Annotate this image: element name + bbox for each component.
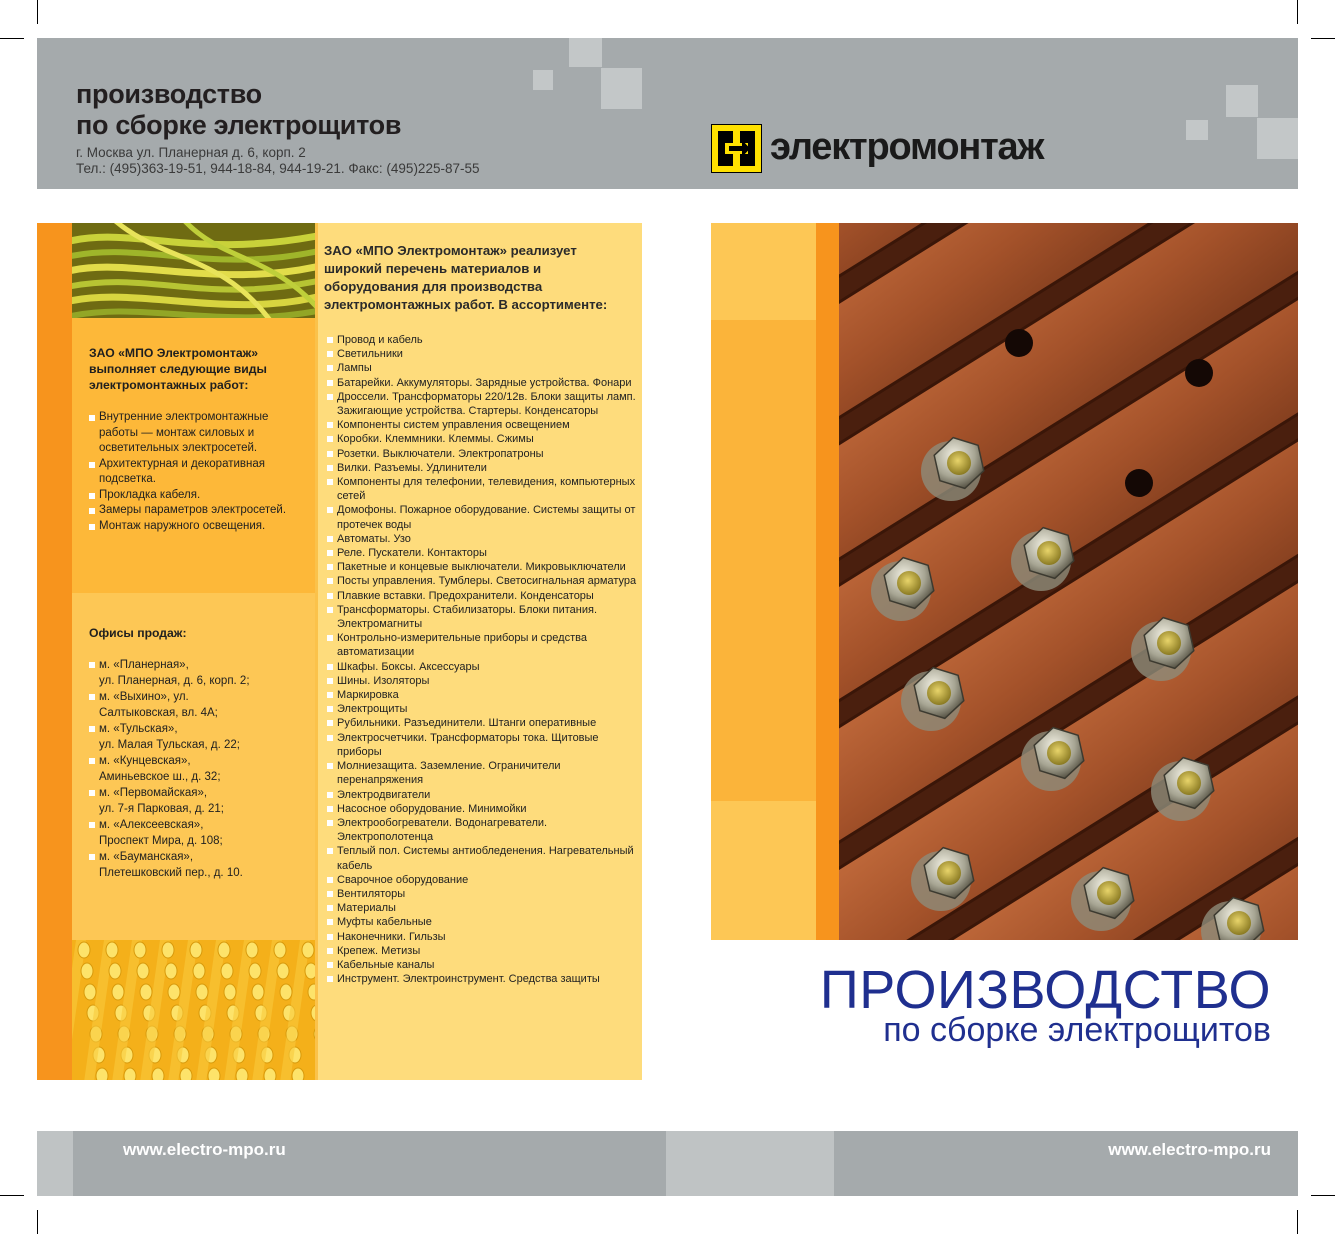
list-item: Крепеж. Метизы	[327, 944, 637, 958]
list-item: Электросчетчики. Трансформаторы тока. Щитовые приборы	[327, 731, 637, 759]
crop-mark	[0, 1195, 24, 1196]
decor-square	[1257, 118, 1298, 159]
cover-stripe	[711, 320, 816, 801]
crop-mark	[1311, 38, 1335, 39]
cover-stripe	[711, 801, 816, 940]
list-item: Вентиляторы	[327, 887, 637, 901]
list-item: Прокладка кабеля.	[89, 488, 309, 504]
list-item: Рубильники. Разъединители. Штанги оперативные	[327, 716, 637, 730]
list-item: Трансформаторы. Стабилизаторы. Блоки питания. Электромагниты	[327, 603, 637, 631]
assortment-list	[327, 333, 637, 986]
office-metro: м. «Первомайская»,	[99, 787, 208, 799]
list-item: Насосное оборудование. Минимойки	[327, 802, 637, 816]
list-item	[89, 785, 309, 817]
phones: Тел.: (495)363-19-51, 944-18-84, 944-19-21. Факс: (495)225-87-55	[76, 161, 480, 176]
list-item: Лампы	[327, 361, 637, 375]
list-item: Розетки. Выключатели. Электропатроны	[327, 447, 637, 461]
list-item: Замеры параметров электросетей.	[89, 503, 309, 519]
decor-square	[569, 38, 602, 67]
office-metro: м. «Тульская»,	[99, 723, 178, 735]
list-item: Электрощиты	[327, 702, 637, 716]
list-item	[89, 849, 309, 881]
list-item: Внутренние электромонтажные работы — монтаж силовых и осветительных электросетей.	[89, 410, 309, 457]
offices-list	[89, 657, 309, 881]
orange-strip	[37, 223, 72, 1080]
list-item: Контрольно-измерительные приборы и средства автоматизации	[327, 631, 637, 659]
crop-mark	[1297, 0, 1298, 24]
list-item: Материалы	[327, 901, 637, 915]
wires-photo	[72, 223, 315, 318]
offices-heading: Офисы продаж:	[89, 626, 187, 640]
brand-name: электромонтаж	[770, 126, 1044, 168]
footer-accent	[37, 1131, 73, 1196]
list-item: Архитектурная и декоративная подсветка.	[89, 457, 309, 488]
services-list	[89, 410, 309, 534]
office-address: ул. Планерная, д. 6, корп. 2;	[99, 675, 250, 687]
list-item: Реле. Пускатели. Контакторы	[327, 546, 637, 560]
list-item: Инструмент. Электроинструмент. Средства защиты	[327, 972, 637, 986]
office-metro: м. «Выхино», ул.	[99, 691, 189, 703]
list-item: Маркировка	[327, 688, 637, 702]
website-link-right[interactable]: www.electro-mpo.ru	[1108, 1140, 1271, 1159]
list-item: Провод и кабель	[327, 333, 637, 347]
decor-square	[1226, 85, 1258, 117]
list-item: Вилки. Разъемы. Удлинители	[327, 461, 637, 475]
list-item: Посты управления. Тумблеры. Светосигнальная арматура	[327, 574, 637, 588]
list-item: Автоматы. Узо	[327, 532, 637, 546]
list-item	[89, 689, 309, 721]
header-contact	[76, 145, 479, 177]
cover-stripe	[816, 223, 839, 940]
decor-square	[601, 68, 642, 109]
office-metro: м. «Планерная»,	[99, 659, 189, 671]
header-title-line1: производство	[76, 79, 262, 109]
crop-mark	[37, 1210, 38, 1234]
office-address: Плетешковский пер., д. 10.	[99, 867, 243, 879]
cover-subtitle: по сборке электрощитов	[883, 1011, 1271, 1049]
list-item	[89, 817, 309, 849]
header-title	[76, 79, 546, 141]
list-item	[89, 721, 309, 753]
list-item	[89, 753, 309, 785]
crop-mark	[0, 38, 24, 39]
assortment-intro: ЗАО «МПО Электромонтаж» реализует широкий перечень материалов и оборудования для производства электромонтажных работ. В ассортименте:	[324, 243, 608, 312]
panel-divider	[315, 223, 318, 1080]
office-address: Проспект Мира, д. 108;	[99, 835, 223, 847]
decor-square	[1186, 120, 1208, 140]
office-address: ул. 7-я Парковая, д. 21;	[99, 803, 224, 815]
office-address: ул. Малая Тульская, д. 22;	[99, 739, 240, 751]
address: г. Москва ул. Планерная д. 6, корп. 2	[76, 145, 306, 160]
crop-mark	[37, 0, 38, 24]
website-link-left[interactable]: www.electro-mpo.ru	[123, 1140, 286, 1159]
cover-stripe	[711, 223, 816, 320]
list-item: Шины. Изоляторы	[327, 674, 637, 688]
bulbs-photo	[72, 940, 315, 1080]
cover-title: ПРОИЗВОДСТВО	[819, 960, 1271, 1020]
office-metro: м. «Алексеевская»,	[99, 819, 204, 831]
list-item: Электродвигатели	[327, 788, 637, 802]
office-metro: м. «Кунцевская»,	[99, 755, 191, 767]
list-item: Сварочное оборудование	[327, 873, 637, 887]
list-item: Электрообогреватели. Водонагреватели. Электрополотенца	[327, 816, 637, 844]
list-item: Батарейки. Аккумуляторы. Зарядные устройства. Фонари	[327, 376, 637, 390]
logo-icon	[711, 124, 762, 173]
list-item: Пакетные и концевые выключатели. Микровыключатели	[327, 560, 637, 574]
offices-section	[89, 625, 309, 881]
list-item: Муфты кабельные	[327, 915, 637, 929]
header-title-line2: по сборке электрощитов	[76, 110, 402, 140]
list-item: Светильники	[327, 347, 637, 361]
office-address: Салтыковская, вл. 4А;	[99, 707, 218, 719]
list-item: Молниезащита. Заземление. Ограничители перенапряжения	[327, 759, 637, 787]
crop-mark	[1297, 1210, 1298, 1234]
list-item: Монтаж наружного освещения.	[89, 519, 309, 535]
office-metro: м. «Бауманская»,	[99, 851, 194, 863]
list-item: Наконечники. Гильзы	[327, 930, 637, 944]
footer-accent	[666, 1131, 834, 1196]
list-item	[89, 657, 309, 689]
list-item: Домофоны. Пожарное оборудование. Системы защиты от протечек воды	[327, 503, 637, 531]
services-section	[89, 345, 309, 534]
crop-mark	[1311, 1195, 1335, 1196]
list-item: Кабельные каналы	[327, 958, 637, 972]
list-item: Коробки. Клеммники. Клеммы. Сжимы	[327, 432, 637, 446]
services-heading: ЗАО «МПО Электромонтаж» выполняет следующие виды электромонтажных работ:	[89, 346, 267, 392]
list-item: Плавкие вставки. Предохранители. Конденсаторы	[327, 589, 637, 603]
list-item: Теплый пол. Системы антиобледенения. Нагревательный кабель	[327, 844, 637, 872]
list-item: Шкафы. Боксы. Аксессуары	[327, 660, 637, 674]
copper-busbar-photo	[839, 223, 1298, 940]
office-address: Аминьевское ш., д. 32;	[99, 771, 221, 783]
list-item: Дроссели. Трансформаторы 220/12в. Блоки защиты ламп. Зажигающие устройства. Стартеры. Конденсаторы	[327, 390, 637, 418]
list-item: Компоненты для телефонии, телевидения, компьютерных сетей	[327, 475, 637, 503]
list-item: Компоненты систем управления освещением	[327, 418, 637, 432]
